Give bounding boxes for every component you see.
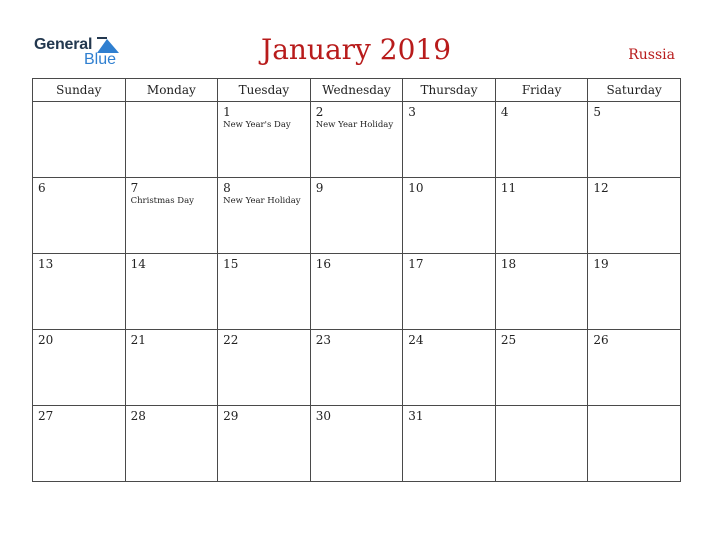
day-cell bbox=[495, 102, 588, 178]
day-cell bbox=[310, 330, 403, 406]
day-cell bbox=[125, 254, 218, 330]
holiday-label: New Year Holiday bbox=[315, 120, 394, 130]
day-number: 18 bbox=[500, 257, 517, 271]
day-number: 7 bbox=[130, 181, 139, 195]
day-cell bbox=[495, 406, 588, 482]
calendar-title: January 2019 bbox=[260, 33, 452, 66]
day-number: 27 bbox=[38, 409, 54, 423]
holiday-label: New Year Holiday bbox=[223, 196, 301, 206]
day-number: 23 bbox=[315, 333, 331, 347]
day-number: 14 bbox=[130, 257, 146, 271]
day-number: 3 bbox=[408, 105, 416, 119]
day-number: 20 bbox=[38, 333, 54, 347]
day-cell bbox=[310, 406, 403, 482]
week-row bbox=[33, 330, 681, 406]
day-cell bbox=[403, 178, 496, 254]
day-number: 5 bbox=[593, 105, 602, 119]
day-number: 30 bbox=[315, 409, 331, 423]
day-number: 21 bbox=[130, 333, 146, 347]
weekday-header-row bbox=[33, 79, 681, 102]
day-number: 4 bbox=[500, 105, 509, 119]
weekday-header: Monday bbox=[125, 79, 218, 102]
day-cell bbox=[125, 102, 218, 178]
day-cell bbox=[218, 102, 311, 178]
day-number: 19 bbox=[593, 257, 609, 271]
day-cell bbox=[218, 178, 311, 254]
day-cell bbox=[125, 330, 218, 406]
day-cell bbox=[588, 254, 681, 330]
weekday-header: Friday bbox=[495, 79, 588, 102]
day-cell bbox=[403, 330, 496, 406]
week-row bbox=[33, 102, 681, 178]
day-number: 15 bbox=[223, 257, 239, 271]
day-number: 28 bbox=[130, 409, 146, 423]
weekday-header: Sunday bbox=[33, 79, 126, 102]
day-cell bbox=[218, 330, 311, 406]
logo-word-general: General bbox=[34, 36, 93, 53]
day-cell bbox=[33, 102, 126, 178]
day-cell bbox=[588, 330, 681, 406]
day-number: 2 bbox=[315, 105, 324, 119]
day-number: 1 bbox=[223, 105, 231, 119]
day-number: 10 bbox=[408, 181, 424, 195]
day-number: 6 bbox=[38, 181, 46, 195]
day-number: 31 bbox=[408, 409, 424, 423]
day-cell bbox=[588, 178, 681, 254]
holiday-label: Christmas Day bbox=[130, 196, 194, 206]
day-cell bbox=[495, 254, 588, 330]
day-number: 16 bbox=[315, 257, 331, 271]
day-number: 26 bbox=[593, 333, 609, 347]
day-cell bbox=[310, 102, 403, 178]
country-label: Russia bbox=[628, 47, 675, 63]
day-cell bbox=[495, 178, 588, 254]
weekday-header: Tuesday bbox=[218, 79, 311, 102]
day-number: 24 bbox=[408, 333, 424, 347]
calendar-grid bbox=[32, 78, 681, 482]
weekday-header: Wednesday bbox=[310, 79, 403, 102]
day-number: 29 bbox=[223, 409, 239, 423]
day-cell bbox=[125, 406, 218, 482]
week-row bbox=[33, 406, 681, 482]
weekday-header: Saturday bbox=[588, 79, 681, 102]
day-cell bbox=[33, 330, 126, 406]
day-number: 9 bbox=[315, 181, 324, 195]
day-number: 11 bbox=[500, 181, 517, 195]
holiday-label: New Year's Day bbox=[223, 120, 291, 130]
logo-word-blue: Blue bbox=[84, 51, 117, 68]
day-cell bbox=[495, 330, 588, 406]
day-cell bbox=[310, 178, 403, 254]
day-cell bbox=[33, 406, 126, 482]
day-cell bbox=[588, 406, 681, 482]
day-cell bbox=[218, 406, 311, 482]
day-number: 8 bbox=[223, 181, 231, 195]
day-cell bbox=[125, 178, 218, 254]
day-number: 12 bbox=[593, 181, 609, 195]
day-cell bbox=[218, 254, 311, 330]
weekday-header: Thursday bbox=[403, 79, 496, 102]
day-cell bbox=[33, 254, 126, 330]
day-number: 17 bbox=[408, 257, 424, 271]
day-cell bbox=[588, 102, 681, 178]
day-cell bbox=[403, 406, 496, 482]
day-cell bbox=[33, 178, 126, 254]
day-number: 25 bbox=[500, 333, 517, 347]
day-cell bbox=[310, 254, 403, 330]
day-cell bbox=[403, 254, 496, 330]
day-cell bbox=[403, 102, 496, 178]
week-row bbox=[33, 178, 681, 254]
day-number: 13 bbox=[38, 257, 54, 271]
week-row bbox=[33, 254, 681, 330]
day-number: 22 bbox=[223, 333, 239, 347]
